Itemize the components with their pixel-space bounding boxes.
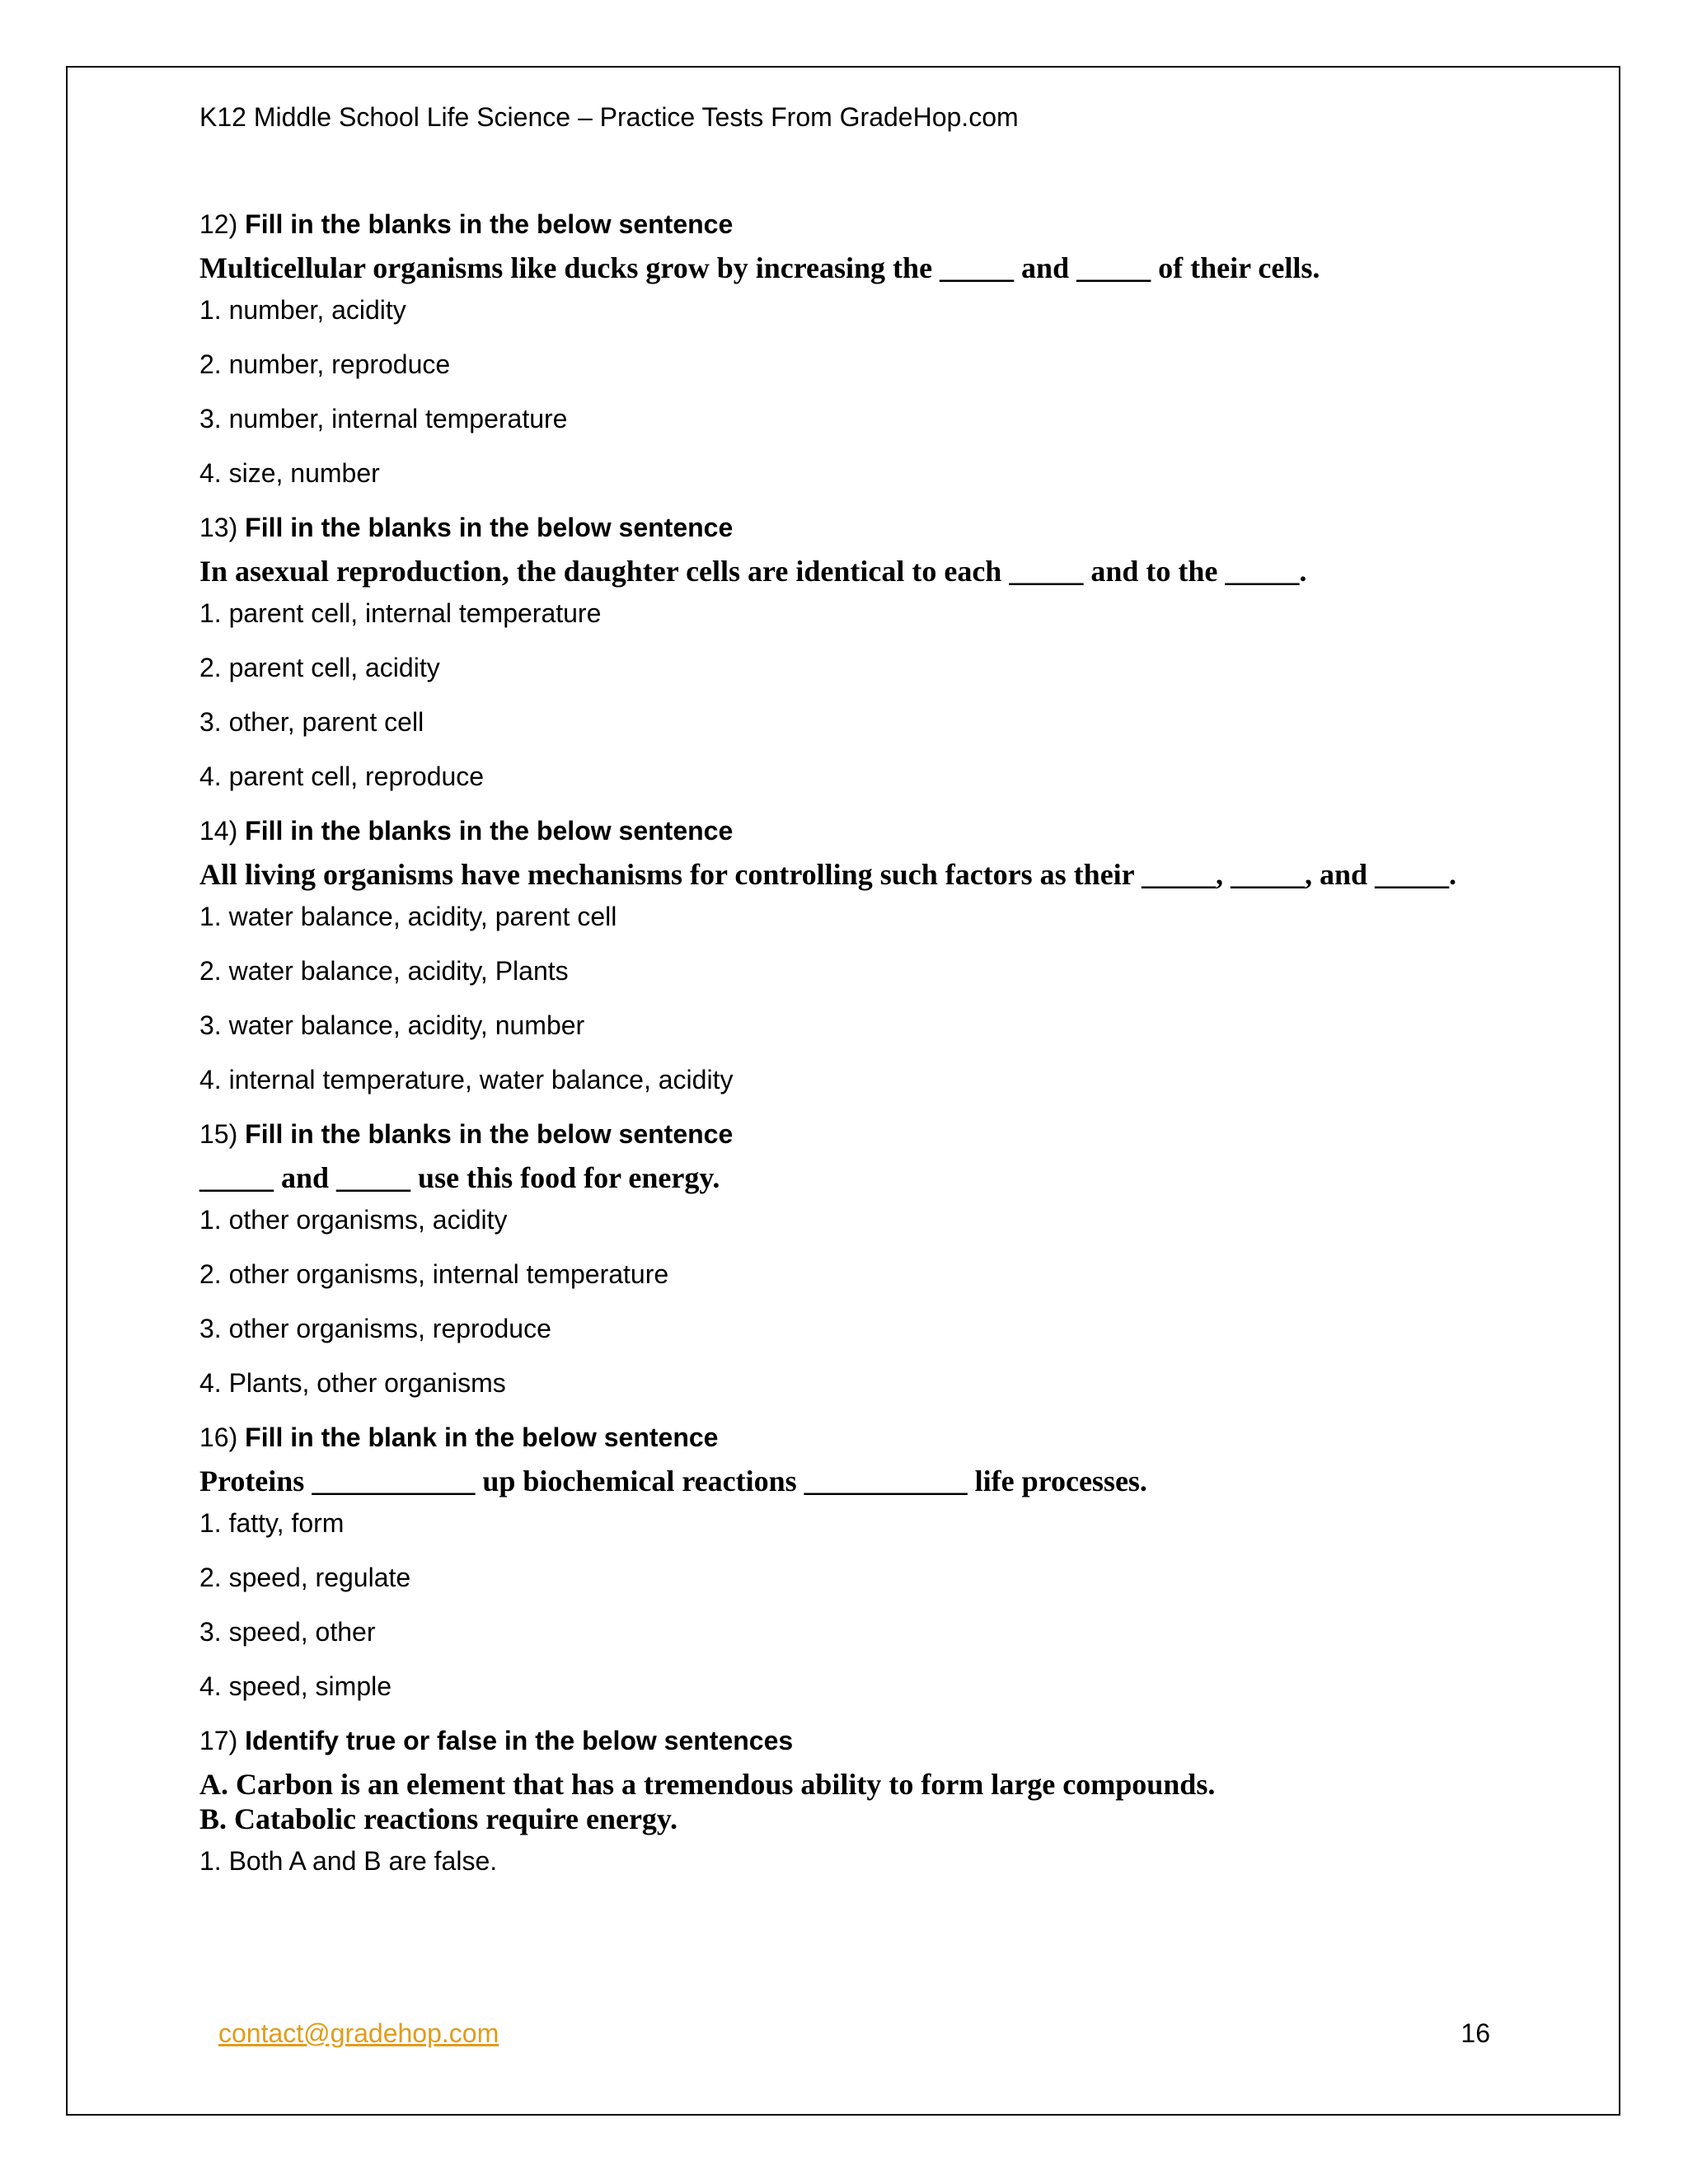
question-number: 13) <box>199 513 238 542</box>
answer-option: 1. parent cell, internal temperature <box>199 598 602 628</box>
question-number: 14) <box>199 816 238 846</box>
question-list <box>199 206 1551 1879</box>
page-header: K12 Middle School Life Science – Practice Tests From GradeHop.com <box>199 102 1019 132</box>
answer-option: 1. fatty, form <box>199 1508 345 1538</box>
answer-option: 3. water balance, acidity, number <box>199 1010 585 1040</box>
answer-option: 4. Plants, other organisms <box>199 1368 506 1398</box>
question-statement-a: A. Carbon is an element that has a tremendous ability to form large compounds. <box>199 1768 1216 1801</box>
answer-option: 2. water balance, acidity, Plants <box>199 956 569 986</box>
question-number: 12) <box>199 209 238 239</box>
question-number: 16) <box>199 1422 238 1452</box>
question-title: Fill in the blanks in the below sentence <box>245 209 734 239</box>
answer-option: 4. size, number <box>199 458 380 488</box>
answer-option: 1. Both A and B are false. <box>199 1846 498 1876</box>
question-13 <box>199 509 1551 794</box>
question-14 <box>199 813 1551 1098</box>
question-title: Fill in the blanks in the below sentence <box>245 816 734 846</box>
answer-option: 1. other organisms, acidity <box>199 1205 508 1235</box>
question-statement: _____ and _____ use this food for energy. <box>199 1161 720 1194</box>
question-heading <box>199 813 1551 849</box>
question-statement: Proteins ___________ up biochemical reactions ___________ life processes. <box>199 1465 1147 1497</box>
answer-option: 1. water balance, acidity, parent cell <box>199 902 617 931</box>
question-heading <box>199 1722 1551 1759</box>
answer-option: 2. number, reproduce <box>199 349 451 379</box>
answer-option: 1. number, acidity <box>199 295 406 325</box>
question-title: Fill in the blank in the below sentence <box>245 1422 719 1452</box>
answer-option: 2. speed, regulate <box>199 1563 411 1592</box>
question-15 <box>199 1116 1551 1401</box>
question-statement: All living organisms have mechanisms for controlling such factors as their _____, _____, and _____. <box>199 858 1457 891</box>
question-title: Fill in the blanks in the below sentence <box>245 1119 734 1149</box>
question-title: Identify true or false in the below sentences <box>245 1726 794 1755</box>
answer-option: 4. internal temperature, water balance, acidity <box>199 1065 734 1094</box>
question-title: Fill in the blanks in the below sentence <box>245 513 734 542</box>
question-heading <box>199 206 1551 242</box>
answer-option: 2. other organisms, internal temperature <box>199 1259 669 1289</box>
question-statement: In asexual reproduction, the daughter cells are identical to each _____ and to the _____. <box>199 555 1307 588</box>
answer-option: 4. parent cell, reproduce <box>199 762 485 791</box>
question-number: 15) <box>199 1119 238 1149</box>
page-number: 16 <box>1461 2018 1490 2048</box>
answer-option: 3. other, parent cell <box>199 707 424 737</box>
question-heading <box>199 1419 1551 1455</box>
question-statement: Multicellular organisms like ducks grow by increasing the _____ and _____ of their cells. <box>199 251 1320 284</box>
answer-option: 3. number, internal temperature <box>199 404 568 434</box>
question-number: 17) <box>199 1726 238 1755</box>
question-heading <box>199 509 1551 546</box>
answer-option: 4. speed, simple <box>199 1671 392 1701</box>
contact-email-link[interactable]: contact@gradehop.com <box>218 2018 499 2048</box>
question-17 <box>199 1722 1551 1879</box>
question-12 <box>199 206 1551 491</box>
answer-option: 2. parent cell, acidity <box>199 653 440 682</box>
question-statement-b: B. Catabolic reactions require energy. <box>199 1802 678 1835</box>
question-heading <box>199 1116 1551 1152</box>
question-16 <box>199 1419 1551 1704</box>
answer-option: 3. speed, other <box>199 1617 376 1647</box>
answer-option: 3. other organisms, reproduce <box>199 1314 551 1343</box>
